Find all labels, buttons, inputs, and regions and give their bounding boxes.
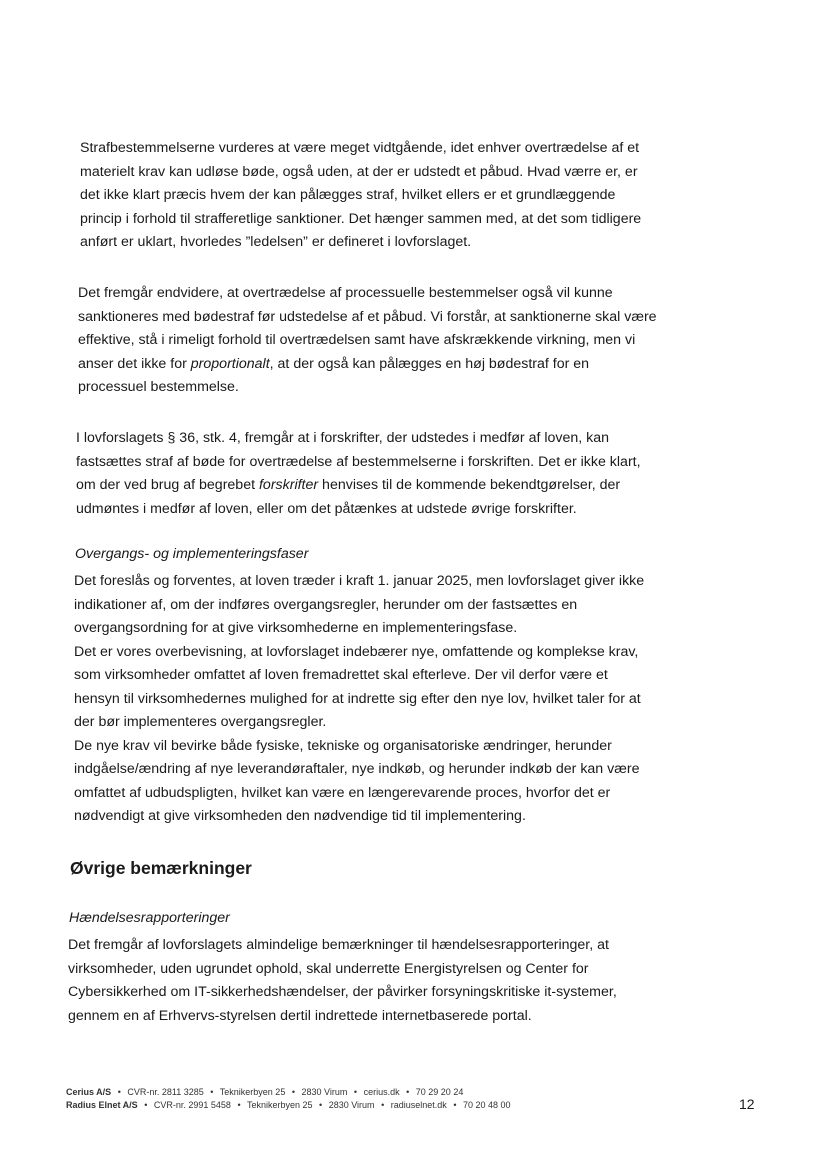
text-line: overgangsordning for at give virksomhederne en implementeringsfase.	[74, 620, 518, 636]
page-footer	[66, 1086, 511, 1112]
footer-city: 2830 Virum	[301, 1087, 348, 1097]
emphasis-proportionalt: proportionalt	[190, 355, 270, 372]
text-line	[78, 353, 657, 377]
text-line: processuel bestemmelse.	[78, 379, 239, 395]
text-line: der bør implementeres overgangsregler.	[74, 714, 327, 730]
paragraph-incident-reporting	[68, 934, 617, 1028]
text-line: indgåelse/ændring af nye leverandøraftaler, nye indkøb, og herunder indkøb der kan være	[74, 761, 640, 777]
footer-web: radiuselnet.dk	[390, 1100, 447, 1110]
subheading-transition-phases: Overgangs- og implementeringsfaser	[75, 546, 309, 562]
text-line: Strafbestemmelserne vurderes at være meget vidtgående, idet enhver overtrædelse af et	[80, 140, 640, 156]
text-line: princip i forhold til strafferetlige sanktioner. Det hænger sammen med, at det som tidligere	[80, 210, 642, 227]
text-line: De nye krav vil bevirke både fysiske, tekniske og organisatoriske ændringer, herunder	[74, 737, 612, 754]
footer-phone: 70 29 20 24	[415, 1087, 464, 1097]
footer-separator: •	[237, 1100, 241, 1110]
text-run: henvises til de kommende bekendtgørelser, der	[318, 477, 621, 493]
text-line: indikationer af, om der indføres overgangsregler, herunder om der fastsættes en	[74, 596, 578, 613]
footer-cvr: CVR-nr. 2991 5458	[153, 1100, 231, 1110]
subheading-incident-reporting: Hændelsesrapporteringer	[69, 910, 230, 926]
text-line: udmøntes i medfør af loven, eller om det påtænkes at udstede øvrige forskrifter.	[76, 500, 577, 517]
text-line: omfattet af udbudspligten, hvilket kan være en længerevarende proces, hvorfor det er	[74, 784, 611, 801]
text-run: om der ved brug af begrebet	[76, 477, 259, 493]
text-line: nødvendigt at give virksomheden den nødvendige tid til implementering.	[74, 808, 526, 824]
text-line: gennem en af Erhvervs-styrelsen dertil indrettede internetbaserede portal.	[68, 1007, 532, 1024]
section-heading-other-remarks: Øvrige bemærkninger	[70, 858, 252, 878]
text-line: Cybersikkerhed om IT-sikkerhedshændelser, der påvirker forsyningskritiske it-systemer,	[68, 984, 617, 1000]
footer-address: Teknikerbyen 25	[219, 1087, 286, 1097]
page-number: 12	[739, 1096, 755, 1112]
text-line: hensyn til virksomhedernes mulighed for at indrette sig efter den nye lov, hvilket taler for at	[74, 690, 641, 707]
text-line: som virksomheder omfattet af loven fremadrettet skal efterleve. Der vil derfor være et	[74, 667, 608, 683]
text-line: Det foreslås og forventes, at loven træder i kraft 1. januar 2025, men lovforslaget giver ikke	[74, 573, 645, 589]
paragraph-penalty-provisions	[80, 137, 641, 255]
text-line: det ikke klart præcis hvem der kan pålægges straf, hvilket ellers er et grundlæggende	[80, 187, 616, 203]
footer-separator: •	[144, 1100, 148, 1110]
footer-line-radius	[66, 1099, 511, 1112]
footer-address: Teknikerbyen 25	[246, 1100, 313, 1110]
footer-separator: •	[210, 1087, 214, 1097]
footer-company: Radius Elnet A/S	[66, 1100, 138, 1110]
footer-separator: •	[381, 1100, 385, 1110]
text-line: virksomheder, uden ugrundet ophold, skal underrette Energistyrelsen og Center for	[68, 960, 589, 977]
footer-separator: •	[291, 1087, 295, 1097]
footer-separator: •	[319, 1100, 323, 1110]
text-line: Det fremgår af lovforslagets almindelige bemærkninger til hændelsesrapporteringer, at	[68, 937, 609, 953]
text-line: anført er uklart, hvorledes ”ledelsen” er defineret i lovforslaget.	[80, 234, 472, 250]
text-run: anser det ikke for	[78, 355, 191, 372]
footer-separator: •	[353, 1087, 358, 1097]
text-line: I lovforslagets § 36, stk. 4, fremgår at i forskrifter, der udstedes i medfør af loven, kan	[76, 430, 610, 446]
text-line: fastsættes straf af bøde for overtrædelse af bestemmelserne i forskriften. Det er ikke klart,	[76, 453, 641, 470]
footer-separator: •	[117, 1087, 121, 1097]
text-line: effektive, stå i rimeligt forhold til overtrædelsen samt have afskrækkende virkning, men vi	[78, 332, 636, 348]
text-line	[76, 474, 641, 498]
footer-phone: 70 20 48 00	[462, 1100, 511, 1110]
footer-separator: •	[453, 1100, 457, 1110]
footer-separator: •	[406, 1087, 410, 1097]
footer-company: Cerius A/S	[66, 1087, 112, 1097]
text-line: materielt krav kan udløse bøde, også uden, at der er udstedt et påbud. Hvad værre er, er	[80, 163, 638, 180]
paragraph-section-36	[76, 427, 641, 521]
text-line: Det fremgår endvidere, at overtrædelse af processuelle bestemmelser også vil kunne	[78, 285, 613, 301]
footer-cvr: CVR-nr. 2811 3285	[127, 1087, 204, 1097]
text-run: , at der også kan pålægges en høj bødestraf for en	[269, 355, 590, 372]
emphasis-forskrifter: forskrifter	[258, 477, 319, 493]
text-line: Det er vores overbevisning, at lovforslaget indebærer nye, omfattende og komplekse krav,	[74, 643, 639, 660]
footer-web: cerius.dk	[363, 1087, 400, 1097]
footer-city: 2830 Virum	[328, 1100, 375, 1110]
footer-line-cerius	[66, 1086, 511, 1099]
paragraph-procedural-provisions	[78, 282, 657, 400]
paragraph-transition-rules	[74, 570, 644, 829]
text-line: sanktioneres med bødestraf før udstedelse af et påbud. Vi forstår, at sanktionerne skal være	[78, 308, 657, 325]
